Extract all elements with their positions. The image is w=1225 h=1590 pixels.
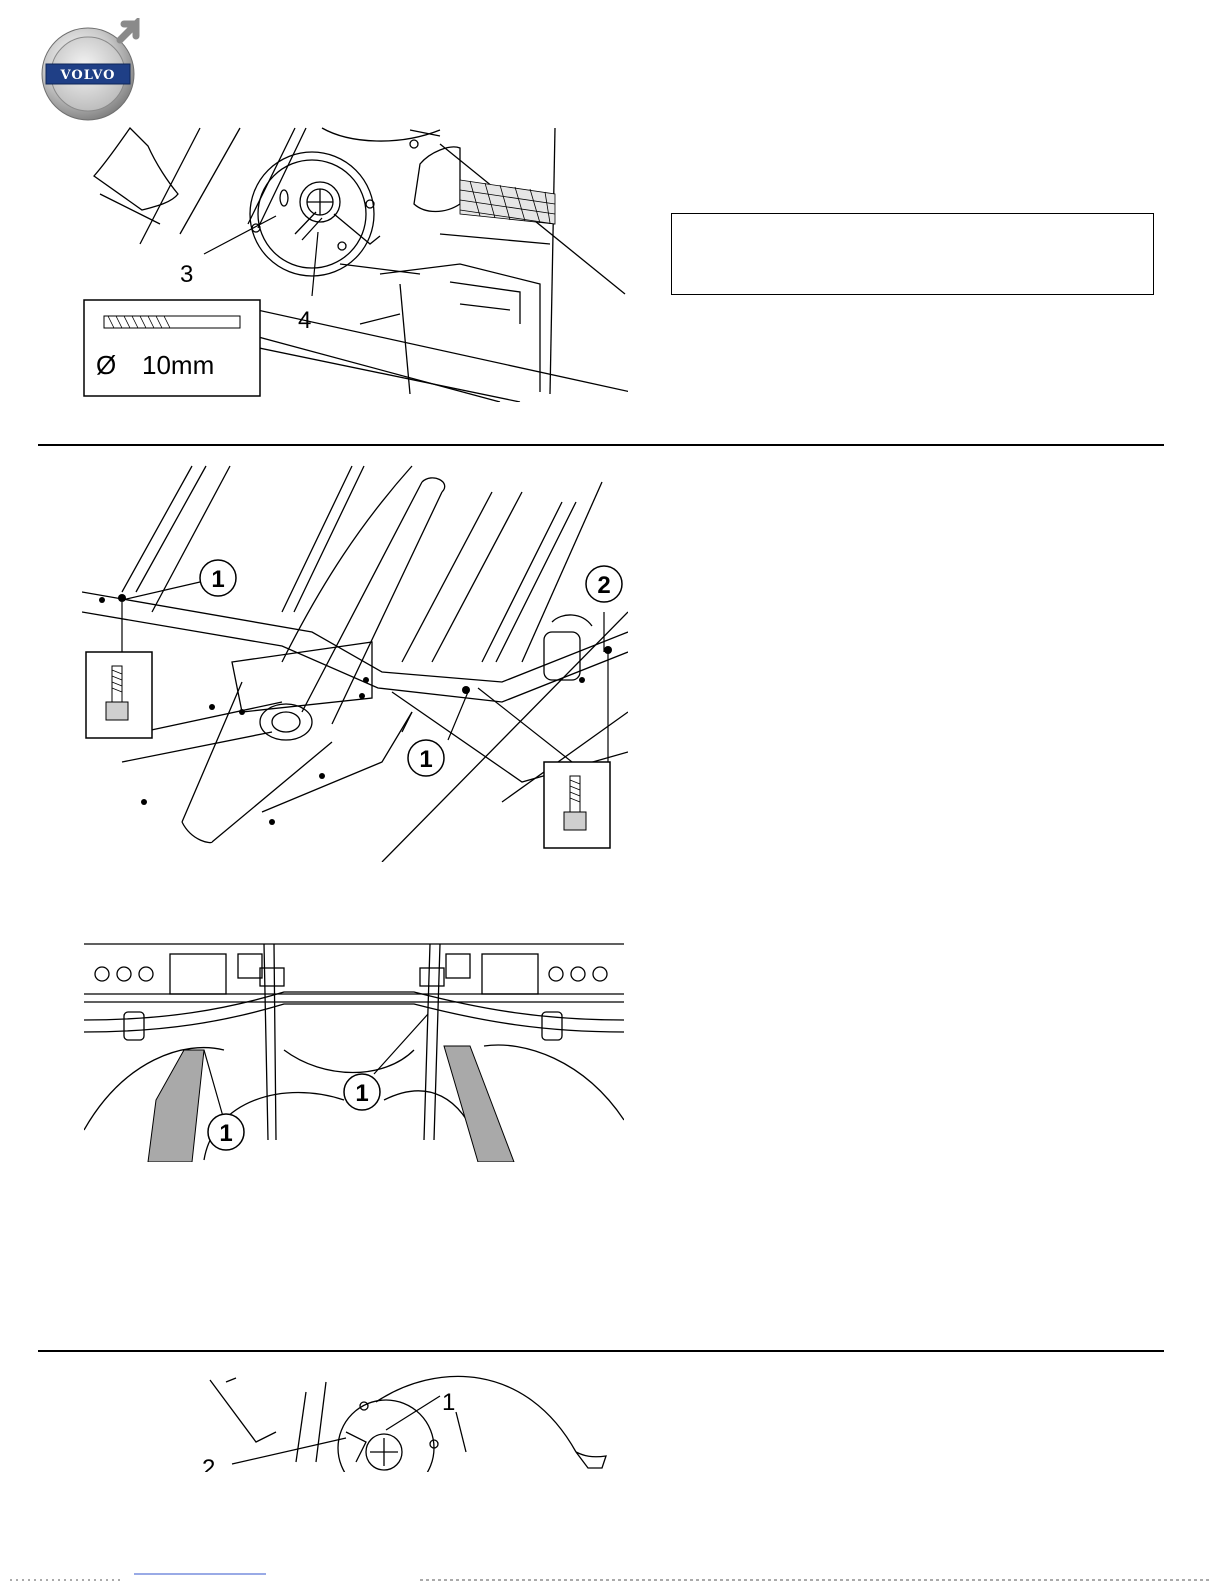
logo-wordmark: VOLVO [60, 68, 116, 83]
section-divider [38, 444, 1164, 446]
section-divider [38, 1350, 1164, 1352]
callout-1: 1 [442, 1389, 456, 1416]
diameter-symbol: Ø [96, 350, 117, 380]
note-box [671, 213, 1154, 295]
drill-bit-icon [104, 316, 240, 328]
callout-1: 1 [219, 1120, 233, 1147]
callout-1: 1 [211, 566, 225, 593]
drill-size-label: 10mm [142, 350, 215, 380]
page-footer [0, 1568, 1225, 1585]
figure-fuel-pump-cover [80, 124, 628, 402]
volvo-logo [36, 18, 148, 122]
callout-2: 2 [202, 1455, 216, 1472]
callout-1: 1 [419, 746, 433, 773]
figure-fuel-pump-removal [196, 1372, 616, 1472]
callout-4: 4 [298, 307, 312, 334]
callout-3: 3 [180, 261, 194, 288]
callout-2: 2 [597, 572, 611, 599]
figure-rear-axle-cables [84, 940, 624, 1162]
figure-underbody-bolts [82, 462, 628, 862]
callout-1: 1 [355, 1080, 369, 1107]
